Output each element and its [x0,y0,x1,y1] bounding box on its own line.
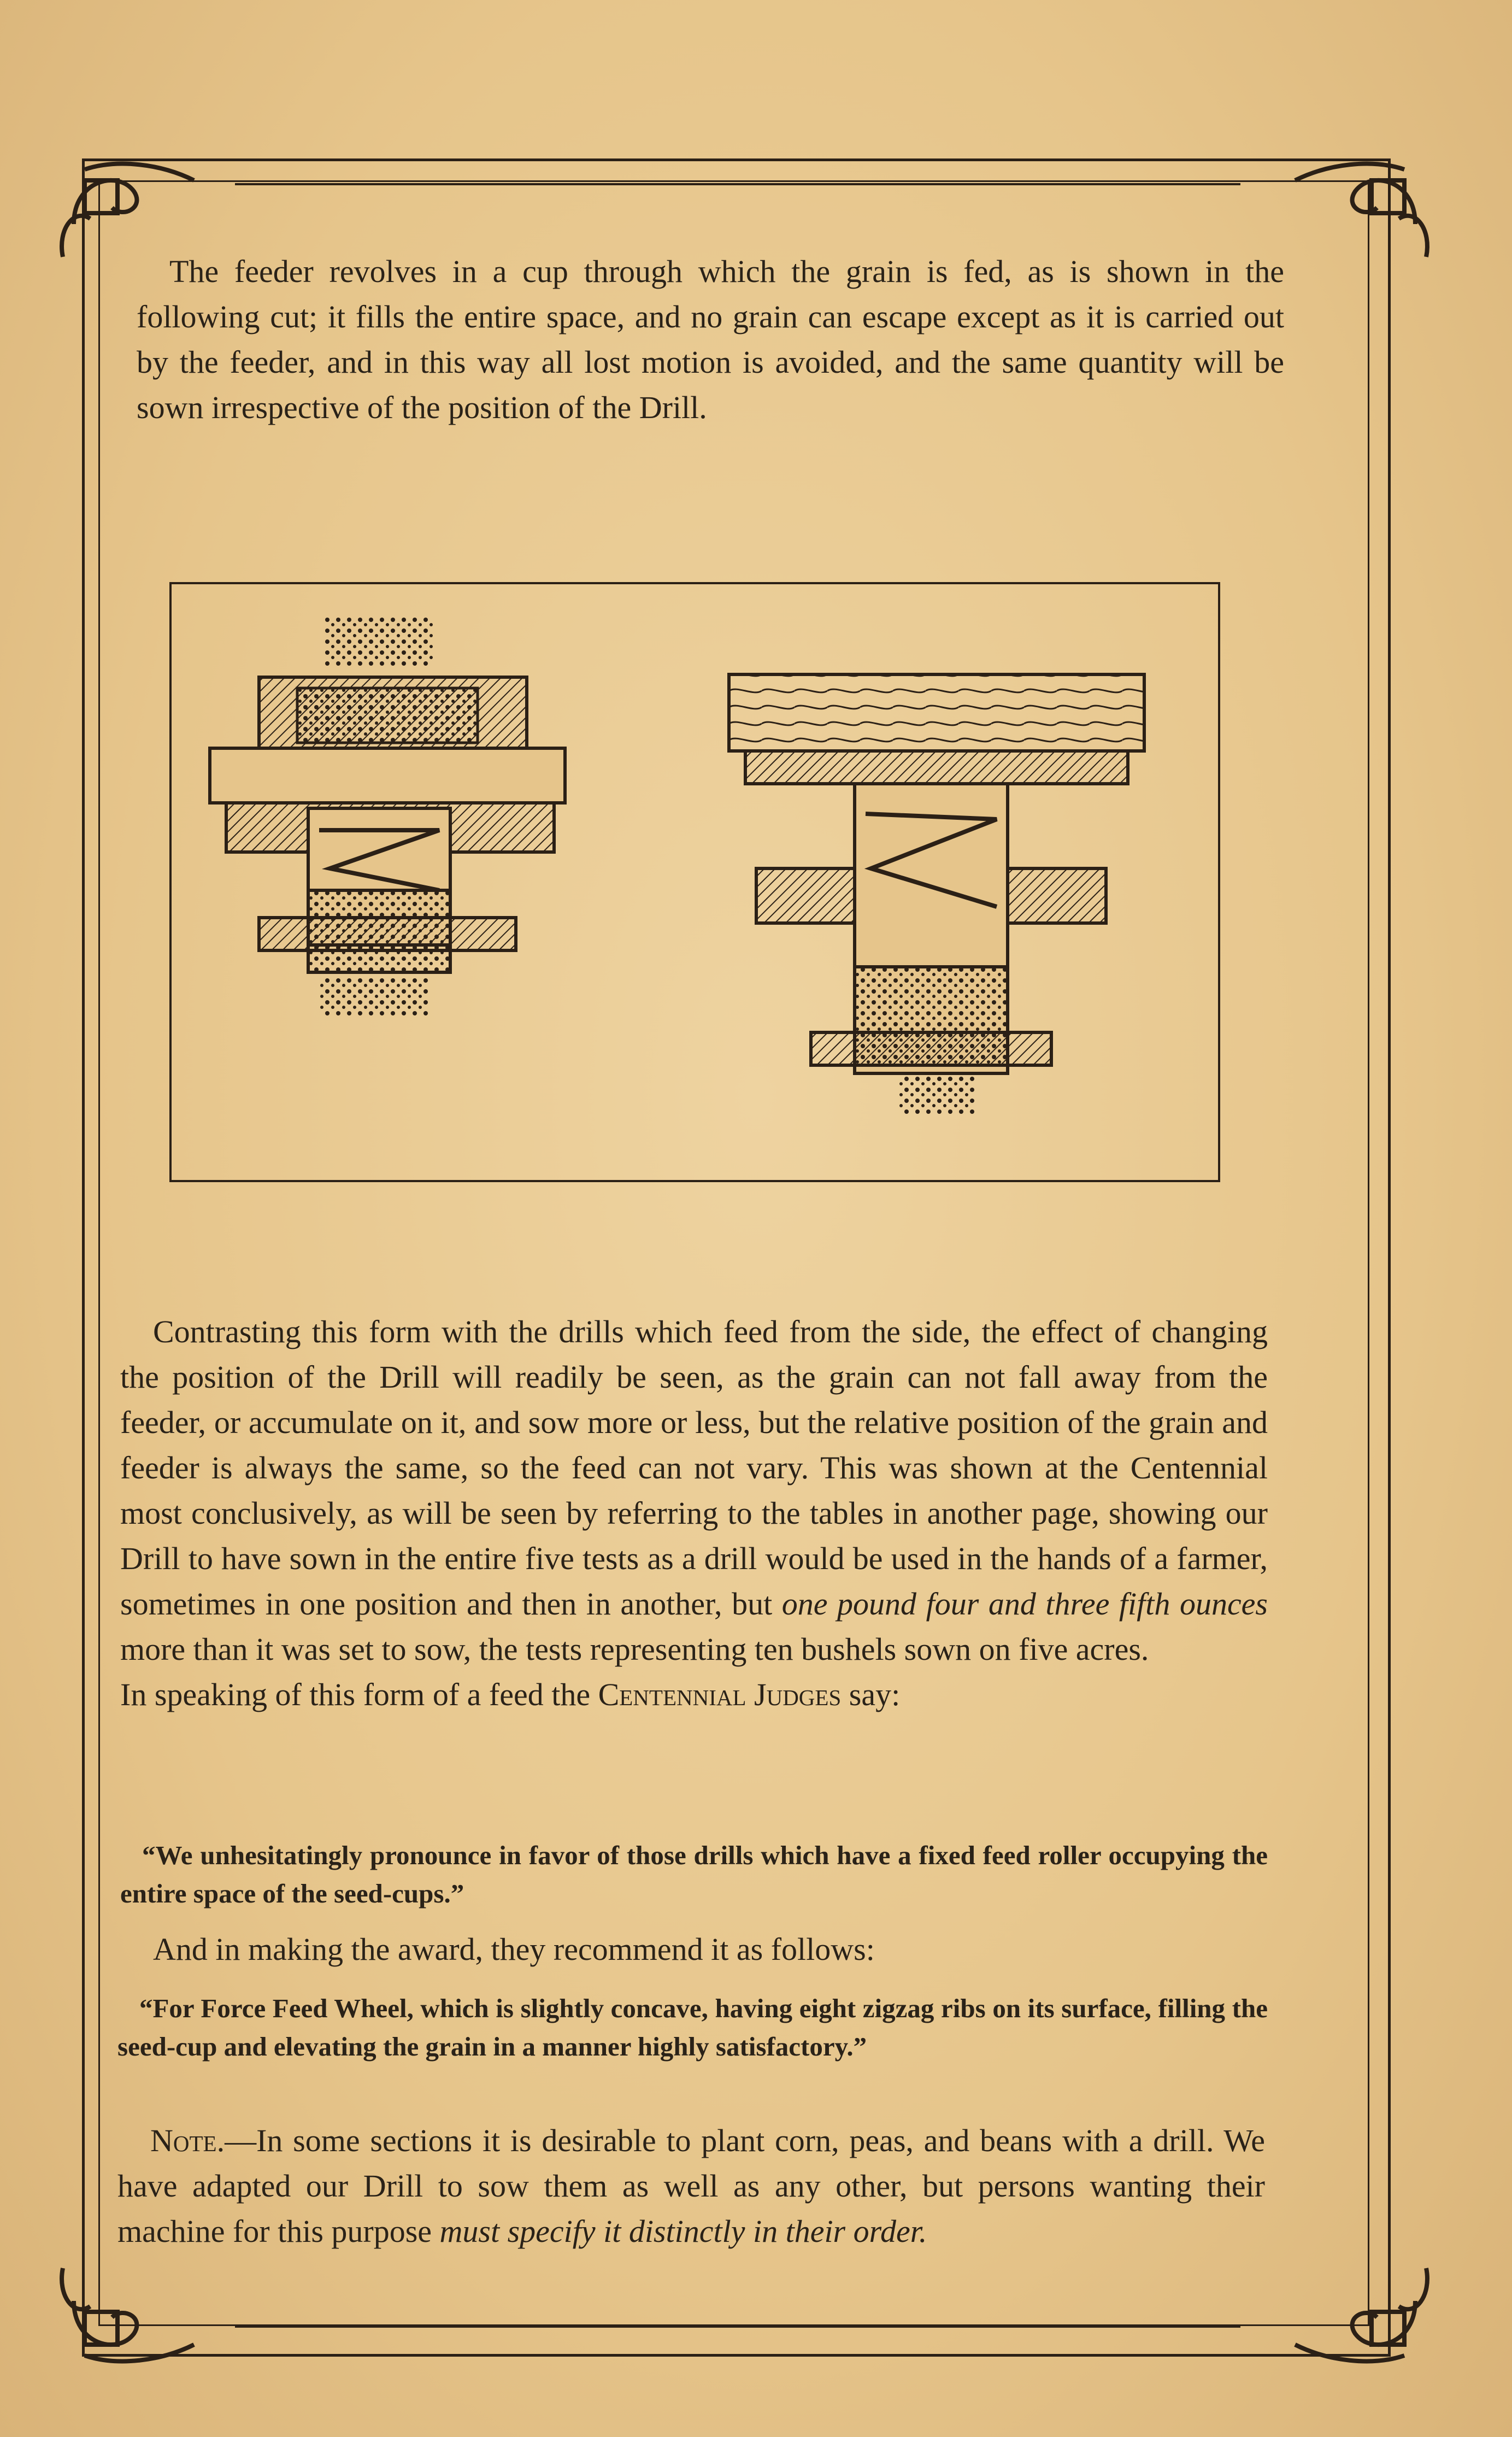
centennial-judges: Centennial Judges [598,1677,842,1712]
ornament-top-right-icon [1273,148,1437,301]
intro-paragraph [137,249,1284,448]
right-feeder-drawing [729,674,1144,1114]
note-label: Note. [150,2123,225,2158]
top-rule [235,183,1240,185]
bottom-rule [235,2326,1240,2328]
contrast-italic: one pound four and three fifth ounces [781,1586,1268,1622]
ornament-bottom-right-icon [1273,2224,1437,2377]
feeder-illustration [169,582,1220,1182]
quote-two-text: “For Force Feed Wheel, which is slightly concave, having eight zigzag ribs on its surface, filling the seed-cup and elevating the grain in a manner highly satisfactory.” [117,1993,1268,2062]
award-line [120,1927,1268,1989]
note-text: —In some sections it is desirable to plant corn, peas, and beans with a drill. We have adapted our Drill to sow them as well as any other, but persons wanting their machine for this purpose [117,2123,1265,2249]
quote-two [117,1989,1268,2066]
quote-one [120,1836,1268,1913]
speaking-text-b: say: [841,1677,901,1712]
intro-text: The feeder revolves in a cup through which the grain is fed, as is shown in the following cut; it fills the entire space, and no grain can escape except as it is carried out by the feeder, and in this way all lost motion is avoided, and the same quantity will be sown irrespective of the position of the Drill. [137,254,1284,425]
contrast-text-a: Contrasting this form with the drills which feed from the side, the effect of changing the position of the Drill will readily be seen, as the grain can not fall away from the feeder, or accumulate on it, and sow more or less, but the relative position of the grain and feeder is always the same, so the feed can not vary. This was shown at the Centennial most conclusively, as will be seen by referring to the tables in another page, showing our Drill to have sown in the entire five tests as a drill would be used in the hands of a farmer, sometimes in one position and then in another, but [120,1314,1268,1622]
award-text: And in making the award, they recommend it as follows: [153,1931,875,1967]
body-text [120,1309,1268,1735]
contrast-paragraph [120,1309,1268,1717]
quote-one-text: “We unhesitatingly pronounce in favor of those drills which have a fixed feed roller occupying the entire space of the seed-cups.” [120,1840,1268,1909]
speaking-text-a: In speaking of this form of a feed the [120,1677,598,1712]
feeder-engraving [172,584,1218,1180]
note-paragraph [117,2118,1265,2254]
contrast-text-b: more than it was set to sow, the tests representing ten bushels sown on five acres. [120,1631,1149,1667]
note-italic: must specify it distinctly in their order. [439,2213,927,2249]
left-feeder-drawing [210,617,565,1016]
note-block [117,2118,1265,2271]
